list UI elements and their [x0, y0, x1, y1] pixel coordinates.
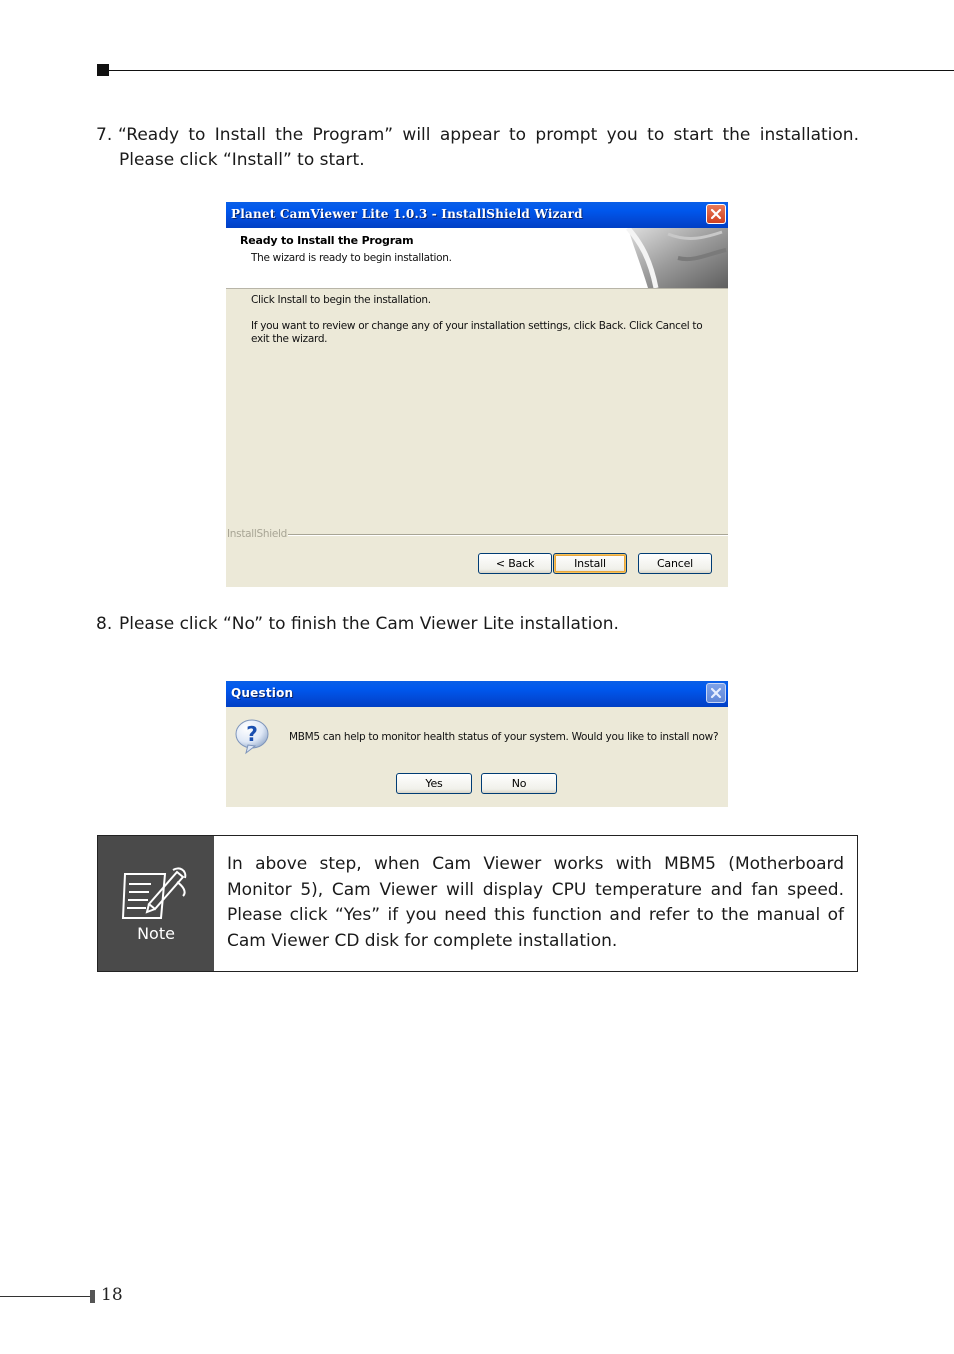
close-icon: [710, 208, 722, 220]
install-button[interactable]: Install: [553, 553, 627, 574]
no-button[interactable]: No: [481, 773, 557, 794]
wizard-subheading: The wizard is ready to begin installation.: [251, 252, 452, 264]
note-pen-paper-icon: [121, 866, 191, 922]
note-sidebar: [98, 836, 214, 971]
wizard-header-panel: [226, 228, 728, 289]
header-square-mark: [97, 64, 109, 76]
question-close-button[interactable]: [706, 683, 726, 703]
wizard-body-line-1: Click Install to begin the installation.: [251, 294, 431, 306]
installshield-wizard-window: [226, 202, 728, 587]
close-icon: [710, 687, 722, 699]
cancel-button[interactable]: Cancel: [638, 553, 712, 574]
wizard-close-button[interactable]: [706, 204, 726, 224]
wizard-titlebar: [226, 202, 728, 228]
step-7: [0, 123, 954, 175]
note-text: In above step, when Cam Viewer works with MBM5 (Motherboard Monitor 5), Cam Viewer will display CPU temperature and fan speed. Please click “Yes” if you need this function and refer to the manual of Cam Viewer CD disk for complete installation.: [227, 854, 844, 951]
question-dialog: [226, 681, 728, 807]
page-number: 18: [101, 1285, 123, 1305]
question-message: MBM5 can help to monitor health status of your system. Would you like to install now?: [289, 731, 719, 743]
wizard-heading: Ready to Install the Program: [240, 234, 414, 247]
wizard-divider: [288, 534, 728, 536]
step-8-number: 8.: [96, 614, 113, 634]
footer-mark: [90, 1290, 95, 1303]
question-mark-icon: [234, 719, 272, 755]
step-7-line-1: “Ready to Install the Program” will appear to prompt you to start the installation.: [118, 125, 859, 145]
question-titlebar: [226, 681, 728, 707]
question-title: Question: [231, 686, 294, 700]
step-7-line-2: Please click “Install” to start.: [119, 150, 365, 170]
installshield-page-curl-icon: [618, 228, 728, 288]
yes-button[interactable]: Yes: [396, 773, 472, 794]
step-7-number: 7.: [96, 125, 113, 145]
step-8-text: Please click “No” to finish the Cam Viewer Lite installation.: [119, 614, 619, 634]
wizard-title: Planet CamViewer Lite 1.0.3 - InstallShield Wizard: [231, 207, 583, 221]
back-button[interactable]: < Back: [478, 553, 552, 574]
step-8: [0, 612, 954, 638]
installshield-brand: InstallShield: [227, 528, 287, 540]
header-rule: [109, 70, 954, 71]
svg-text:?: ?: [246, 722, 258, 746]
wizard-body-line-2: If you want to review or change any of your installation settings, click Back. Click Cancel to exit the wizard.: [251, 320, 703, 345]
note-label: Note: [137, 924, 175, 943]
footer-rule: [0, 1296, 90, 1297]
note-box: [97, 835, 858, 972]
